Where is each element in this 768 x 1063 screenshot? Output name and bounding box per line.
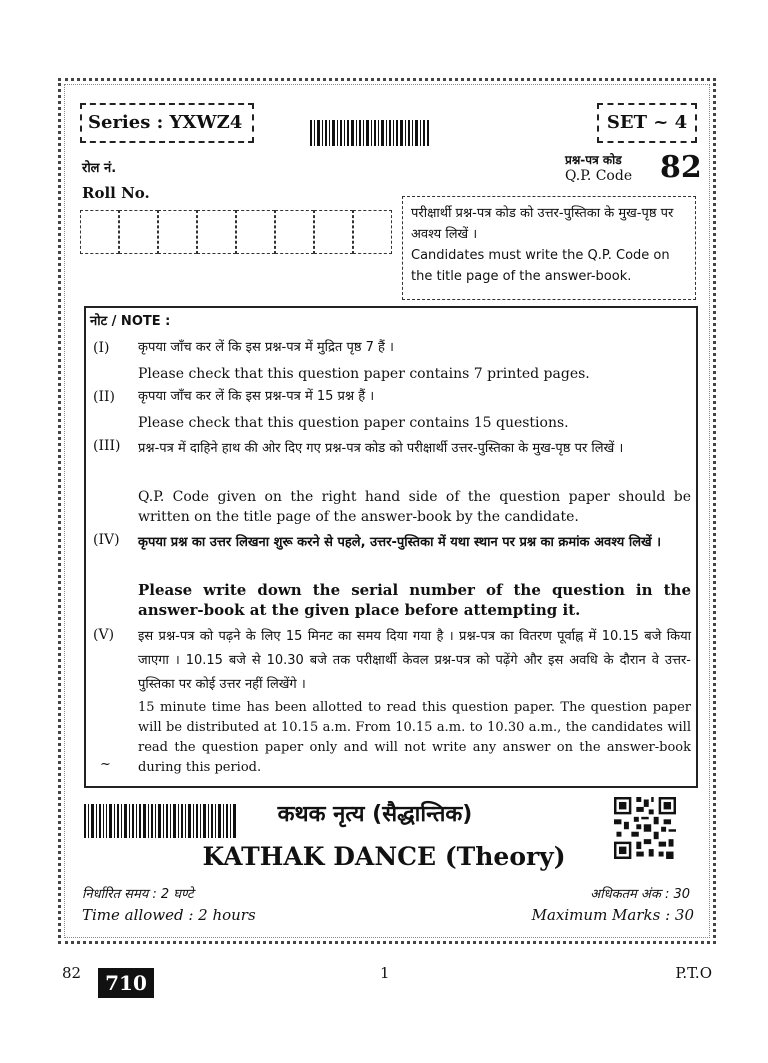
note-item-number: (V) xyxy=(93,627,115,643)
note-item-english: Q.P. Code given on the right hand side of the question paper should be written on the title page of the answer-book by the candidate. xyxy=(138,489,691,525)
subject-title-hindi: कथक नृत्य (सैद्धान्तिक) xyxy=(277,802,473,827)
footer-badge: 710 xyxy=(98,968,154,998)
note-item-number: (I) xyxy=(93,340,110,356)
roll-digit-box[interactable] xyxy=(158,210,197,254)
candidate-instruction-english: Candidates must write the Q.P. Code on the title page of the answer-book. xyxy=(411,248,670,284)
roll-digit-box[interactable] xyxy=(197,210,236,254)
time-allowed-hindi: निर्धारित समय : 2 घण्टे xyxy=(82,887,194,902)
candidate-instruction-hindi: परीक्षार्थी प्रश्न-पत्र कोड को उत्तर-पुस्तिका के मुख-पृष्ठ पर अवश्य लिखें । xyxy=(411,206,674,242)
roll-number-boxes[interactable] xyxy=(80,210,392,254)
set-box: SET ~ 4 xyxy=(597,103,697,143)
series-box: Series : YXWZ4 xyxy=(80,103,254,143)
roll-digit-box[interactable] xyxy=(119,210,158,254)
qp-code-label: Q.P. Code xyxy=(565,168,633,184)
qp-code-label-hindi: प्रश्न-पत्र कोड xyxy=(565,153,622,167)
roll-digit-box[interactable] xyxy=(236,210,275,254)
page-number: 1 xyxy=(380,964,390,982)
note-item-number: (II) xyxy=(93,389,115,405)
note-item-hindi: प्रश्न-पत्र में दाहिने हाथ की ओर दिए गए प्रश्न-पत्र कोड को परीक्षार्थी उत्तर-पुस्तिका के मुख-पृष्ठ पर लिखें । xyxy=(138,441,624,456)
note-item-hindi: कृपया प्रश्न का उत्तर लिखना शुरू करने से पहले, उत्तर-पुस्तिका में यथा स्थान पर प्रश्न का क्रमांक अवश्य लिखें । xyxy=(138,535,662,550)
time-allowed: Time allowed : 2 hours xyxy=(82,906,256,924)
roll-digit-box[interactable] xyxy=(275,210,314,254)
roll-label: Roll No. xyxy=(82,184,150,202)
maximum-marks-hindi: अधिकतम अंक : 30 xyxy=(590,887,690,902)
note-item-hindi: कृपया जाँच कर लें कि इस प्रश्न-पत्र में 15 प्रश्न हैं । xyxy=(138,389,375,404)
note-item-english: Please check that this question paper contains 15 questions. xyxy=(138,415,569,431)
roll-digit-box[interactable] xyxy=(314,210,353,254)
roll-label-hindi: रोल नं. xyxy=(82,161,117,176)
note-item-number: (III) xyxy=(93,438,121,454)
qr-code xyxy=(614,797,676,859)
qp-code-number: 82 xyxy=(660,150,702,185)
note-item-number: (IV) xyxy=(93,532,120,548)
footer-code: 82 xyxy=(62,964,82,982)
note-item-hindi: इस प्रश्न-पत्र को पढ़ने के लिए 15 मिनट का समय दिया गया है । प्रश्न-पत्र का वितरण पूर्वाह्न में 10.15 बजे किया जाएगा । 10.15 बजे से 10.30 बजे तक परीक्षार्थी केवल प्रश्न-पत्र को पढ़ेंगे और इस अवधि के दौरान वे उत्तर-पुस्तिका पर कोई उत्तर नहीं लिखेंगे । xyxy=(138,629,691,692)
maximum-marks: Maximum Marks : 30 xyxy=(531,906,694,924)
note-heading: नोट / NOTE : xyxy=(90,314,171,329)
roll-digit-box[interactable] xyxy=(80,210,119,254)
candidate-instruction-box xyxy=(402,196,696,300)
top-barcode xyxy=(310,120,430,146)
pto-label: P.T.O xyxy=(675,964,712,982)
bottom-barcode xyxy=(84,804,236,838)
subject-title: KATHAK DANCE (Theory) xyxy=(202,842,566,871)
note-item-english: 15 minute time has been allotted to read this question paper. The question paper will be distributed at 10.15 a.m. From 10.15 a.m. to 10.30 a.m., the candidates will read the question paper only and will not write any answer on the answer-book during this period. xyxy=(138,700,691,775)
tilde-mark: ~ xyxy=(100,757,111,772)
note-item-english: Please check that this question paper contains 7 printed pages. xyxy=(138,366,590,382)
note-item-english: Please write down the serial number of the question in the answer-book at the given place before attempting it. xyxy=(138,581,691,619)
roll-digit-box[interactable] xyxy=(353,210,392,254)
note-item-hindi: कृपया जाँच कर लें कि इस प्रश्न-पत्र में मुद्रित पृष्ठ 7 हैं । xyxy=(138,340,394,355)
